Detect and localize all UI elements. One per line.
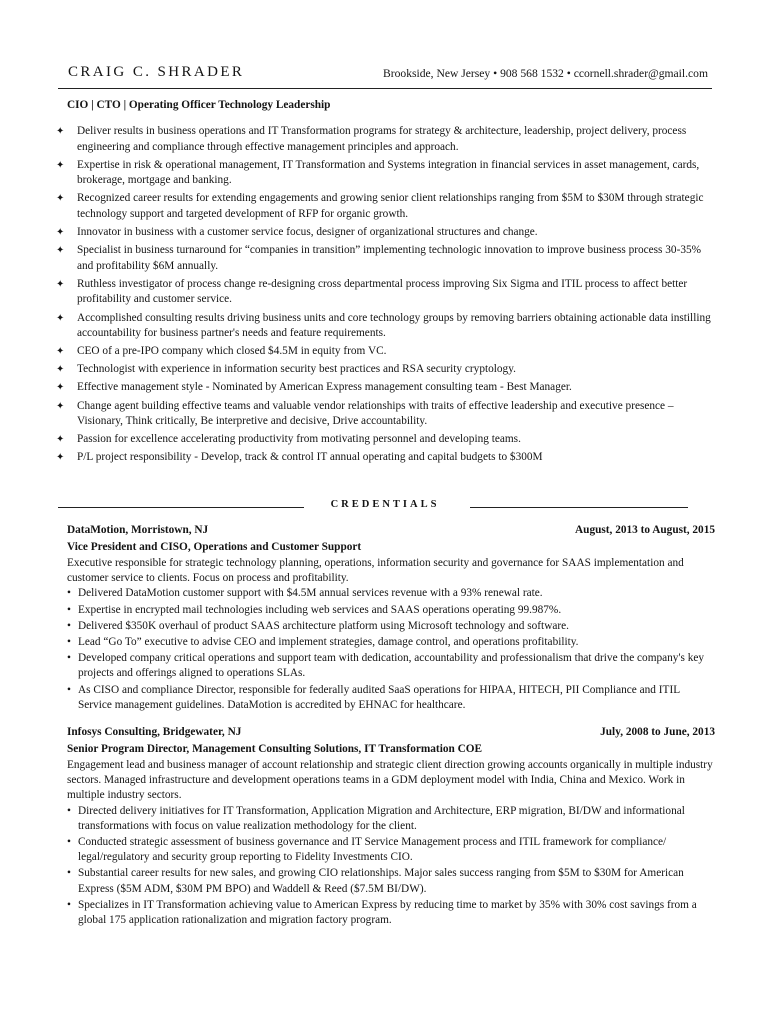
job-bullet-list — [67, 804, 715, 929]
job-bullet — [67, 898, 715, 928]
professional-headline: CIO | CTO | Operating Officer Technology Leadership — [67, 99, 331, 111]
job-bullet-text: Delivered $350K overhaul of product SAAS architecture platform using Microsoft technology and software. — [78, 619, 569, 632]
four-point-star-icon: ✦ — [56, 312, 65, 324]
four-point-star-icon: ✦ — [56, 193, 65, 205]
job-bullet — [67, 866, 715, 896]
job-bullet-text: Lead “Go To” executive to advise CEO and implement strategies, damage control, and operations profitability. — [78, 636, 579, 649]
credentials-heading: CREDENTIALS — [330, 499, 440, 510]
bullet-dot-icon: • — [67, 683, 71, 696]
job-entry-datamotion — [67, 524, 715, 714]
job-bullet-list — [67, 586, 715, 713]
four-point-star-icon: ✦ — [56, 400, 65, 412]
summary-list — [56, 124, 716, 468]
four-point-star-icon: ✦ — [56, 245, 65, 257]
summary-item-text: Change agent building effective teams and valuable vendor relationships with traits of effective leadership and executive presence – Visionary, Think critically, Be interpretive and decisive, Drive accountability. — [77, 399, 674, 428]
four-point-star-icon: ✦ — [56, 434, 65, 446]
bullet-dot-icon: • — [67, 867, 71, 880]
summary-item — [56, 450, 716, 466]
job-dates: July, 2008 to June, 2013 — [600, 726, 715, 738]
credentials-section-header — [58, 498, 712, 516]
candidate-name: CRAIG C. SHRADER — [68, 64, 245, 80]
bullet-dot-icon: • — [67, 587, 71, 600]
summary-item-text: Ruthless investigator of process change re-designing cross departmental process improving Six Sigma and ITIL process to affect better profitability and customer service. — [77, 277, 688, 306]
bullet-dot-icon: • — [67, 898, 71, 911]
job-bullet — [67, 835, 715, 865]
summary-item — [56, 399, 716, 430]
job-description: Executive responsible for strategic technology planning, operations, information security and governance for SAAS implementation and customer service to clients. Focus on process and profitability. — [67, 557, 684, 585]
summary-item-text: Expertise in risk & operational management, IT Transformation and Systems integration in financial services in asset management, cards, brokerage, mortgage and banking. — [77, 158, 700, 187]
job-bullet-text: Directed delivery initiatives for IT Transformation, Application Migration and Architecture, ERP migration, BI/DW and informational transformations with focus on value realization methodology for the client. — [78, 804, 685, 832]
job-title: Senior Program Director, Management Consulting Solutions, IT Transformation COE — [67, 743, 483, 755]
job-bullet-text: Delivered DataMotion customer support with $4.5M annual services revenue with a 93% renewal rate. — [78, 587, 543, 600]
summary-item — [56, 225, 716, 241]
summary-item-text: Recognized career results for extending engagements and growing senior client relationships ranging from $5M to $30M through strategic technology support and targeted development of RFP for organic growth. — [77, 192, 704, 220]
job-bullet — [67, 603, 715, 618]
summary-item — [56, 362, 716, 378]
job-company: Infosys Consulting, Bridgewater, NJ — [67, 726, 242, 738]
summary-item-text: CEO of a pre-IPO company which closed $4.5M in equity from VC. — [77, 345, 387, 358]
job-bullet-text: Substantial career results for new sales, and growing CIO relationships. Major sales success ranging from $5M to $30M for American Express ($5M ADM, $30M PM BPO) and Waddell & Reed ($7.5M BI/DW). — [78, 867, 684, 895]
summary-item-text: Technologist with experience in information security best practices and RSA security cryptology. — [77, 363, 516, 376]
job-bullet — [67, 586, 715, 601]
job-bullet — [67, 683, 715, 713]
summary-item — [56, 158, 716, 189]
section-divider-right — [470, 507, 688, 508]
summary-item — [56, 243, 716, 274]
job-entry-infosys — [67, 726, 715, 929]
job-title: Vice President and CISO, Operations and Customer Support — [67, 541, 362, 553]
bullet-dot-icon: • — [67, 603, 71, 616]
job-description: Engagement lead and business manager of account relationship and strategic client direction growing accounts organically in multiple industry sectors. Managed infrastructure and development operations teams in a GDM deployment model with India, China and Mexico. Work in multiple industry sectors. — [67, 759, 713, 802]
job-company: DataMotion, Morristown, NJ — [67, 524, 209, 536]
job-bullet — [67, 635, 715, 650]
summary-item — [56, 311, 716, 342]
summary-item-text: Specialist in business turnaround for “companies in transition” implementing technologic innovation to improve business process 30-35% and profitability $6M annually. — [77, 244, 702, 272]
bullet-dot-icon: • — [67, 636, 71, 649]
four-point-star-icon: ✦ — [56, 278, 65, 290]
four-point-star-icon: ✦ — [56, 159, 65, 171]
job-bullet-text: Specializes in IT Transformation achieving value to American Express by reducing time to market by 35% with 30% cost savings from a global 175 application rationalization and migration factory program. — [78, 898, 697, 927]
bullet-dot-icon: • — [67, 804, 71, 817]
job-bullet — [67, 619, 715, 634]
summary-item-text: P/L project responsibility - Develop, track & control IT annual operating and capital budgets to $300M — [77, 451, 543, 464]
bullet-dot-icon: • — [67, 619, 71, 632]
job-bullet-text: As CISO and compliance Director, responsible for federally audited SaaS operations for HIPAA, HITECH, PII Compliance and ITIL Service management guidelines. DataMotion is accredited by EHNAC for healthcare. — [78, 683, 680, 711]
four-point-star-icon: ✦ — [56, 452, 65, 464]
four-point-star-icon: ✦ — [56, 364, 65, 376]
bullet-dot-icon: • — [67, 836, 71, 849]
summary-item-text: Deliver results in business operations and IT Transformation programs for strategy & architecture, leadership, project delivery, process engineering and compliance through effective management principles and approach. — [77, 125, 687, 153]
summary-item-text: Innovator in business with a customer service focus, designer of organizational structures and change. — [77, 226, 538, 239]
job-bullet — [67, 651, 715, 681]
four-point-star-icon: ✦ — [56, 126, 65, 137]
summary-item — [56, 277, 716, 308]
summary-item-text: Passion for excellence accelerating productivity from motivating personnel and developing teams. — [77, 433, 521, 446]
job-bullet — [67, 804, 715, 834]
job-dates: August, 2013 to August, 2015 — [575, 524, 715, 536]
summary-item — [56, 432, 716, 448]
summary-item-text: Effective management style - Nominated by American Express management consulting team - Best Manager. — [77, 381, 572, 394]
four-point-star-icon: ✦ — [56, 227, 65, 239]
four-point-star-icon: ✦ — [56, 382, 65, 394]
contact-info: Brookside, New Jersey • 908 568 1532 • ccornell.shrader@gmail.com — [383, 67, 708, 80]
bullet-dot-icon: • — [67, 652, 71, 665]
summary-item — [56, 191, 716, 222]
summary-item — [56, 344, 716, 360]
summary-item-text: Accomplished consulting results driving business units and core technology groups by removing barriers obtaining actionable data instilling accountability for business partner's needs and feature requirements. — [77, 311, 711, 340]
four-point-star-icon: ✦ — [56, 346, 65, 358]
job-bullet-text: Conducted strategic assessment of business governance and IT Service Management process and ITIL framework for compliance/ legal/regulatory and security group reporting to Fidelity Investments CIO. — [78, 836, 667, 864]
summary-item — [56, 380, 716, 396]
header-divider — [58, 88, 712, 89]
job-bullet-text: Expertise in encrypted mail technologies including web services and SAAS operations operating 99.987%. — [78, 603, 562, 616]
summary-item — [56, 124, 716, 155]
job-bullet-text: Developed company critical operations and support team with dedication, accountability and professionalism that drive the company's key projects and offerings aligned to operations SLAs. — [78, 652, 705, 680]
